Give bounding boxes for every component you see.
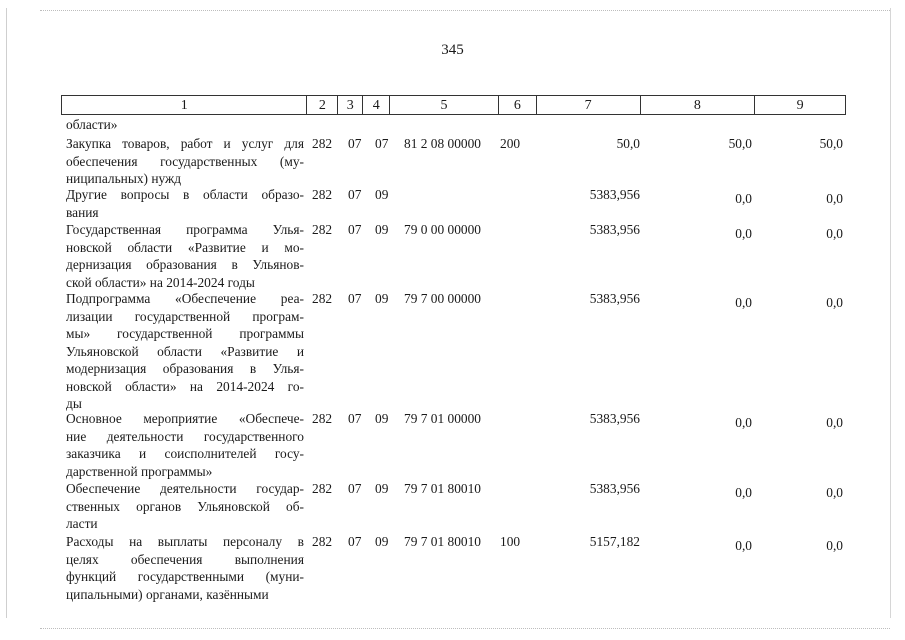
table-header	[61, 95, 846, 115]
cell-col3: 07	[348, 187, 362, 202]
cell-col8: 0,0	[735, 485, 752, 500]
description-line: заказчика и соисполнителей госу-	[66, 446, 304, 461]
cell-col8: 0,0	[735, 226, 752, 241]
cell-col3: 07	[348, 222, 362, 237]
cell-col7: 5383,956	[589, 481, 640, 496]
header-col-2: 2	[307, 96, 338, 114]
cell-col8: 0,0	[735, 538, 752, 553]
row-description	[66, 410, 304, 480]
description-line: Расходы на выплаты персоналу в	[66, 534, 304, 549]
description-line: дернизация образования в Ульянов-	[66, 257, 304, 272]
description-line: ципальными) органами, казёнными	[66, 586, 269, 602]
cell-col7: 5383,956	[589, 222, 640, 237]
cell-col2: 282	[312, 534, 333, 549]
cell-col4: 09	[375, 534, 389, 549]
cell-col8: 0,0	[735, 415, 752, 430]
cell-col9: 0,0	[826, 295, 843, 310]
row-description	[66, 290, 304, 413]
cell-col7: 5383,956	[589, 291, 640, 306]
row-description	[66, 221, 304, 291]
description-line: целях обеспечения выполнения	[66, 551, 304, 567]
cell-col9: 0,0	[826, 226, 843, 241]
header-col-3: 3	[338, 96, 363, 114]
description-line: области»	[66, 117, 118, 132]
cell-col3: 07	[348, 411, 362, 426]
cell-col6: 200	[500, 136, 521, 151]
cell-col8: 50,0	[728, 136, 752, 151]
cell-col9: 0,0	[826, 538, 843, 553]
row-description	[66, 480, 304, 533]
row-description	[66, 533, 304, 603]
cell-col3: 07	[348, 136, 362, 151]
cell-col6: 100	[500, 534, 521, 549]
description-line: ние деятельности государственного	[66, 428, 304, 444]
description-line: Другие вопросы в области образо-	[66, 187, 304, 202]
cell-col9: 50,0	[819, 136, 843, 151]
description-line: Закупка товаров, работ и услуг для	[66, 136, 304, 151]
row-description	[66, 116, 304, 134]
description-line: Подпрограмма «Обеспечение реа-	[66, 291, 304, 306]
description-line: Основное мероприятие «Обеспече-	[66, 411, 304, 426]
cell-col7: 50,0	[616, 136, 640, 151]
cell-col7: 5383,956	[589, 411, 640, 426]
cell-col3: 07	[348, 291, 362, 306]
header-col-1: 1	[62, 96, 307, 114]
cell-col2: 282	[312, 222, 333, 237]
header-col-4: 4	[363, 96, 390, 114]
description-line: новской области» на 2014-2024 го-	[66, 378, 304, 394]
cell-col2: 282	[312, 136, 333, 151]
cell-col3: 07	[348, 481, 362, 496]
description-line: ской области» на 2014-2024 годы	[66, 274, 255, 290]
cell-col5: 79 7 00 00000	[404, 291, 481, 306]
cell-col4: 07	[375, 136, 389, 151]
description-line: обеспечения государственных (му-	[66, 153, 304, 169]
description-line: ственных органов Ульяновской об-	[66, 498, 304, 514]
cell-col7: 5383,956	[589, 187, 640, 202]
cell-col9: 0,0	[826, 191, 843, 206]
cell-col9: 0,0	[826, 485, 843, 500]
cell-col5: 81 2 08 00000	[404, 136, 481, 151]
description-line: Обеспечение деятельности государ-	[66, 481, 304, 496]
cell-col2: 282	[312, 291, 333, 306]
cell-col4: 09	[375, 187, 389, 202]
description-line: Государственная программа Улья-	[66, 222, 304, 237]
cell-col8: 0,0	[735, 191, 752, 206]
cell-col3: 07	[348, 534, 362, 549]
row-description	[66, 135, 304, 188]
cell-col4: 09	[375, 222, 389, 237]
scan-artifact-top	[40, 10, 890, 12]
cell-col4: 09	[375, 411, 389, 426]
description-line: модернизация образования в Улья-	[66, 361, 304, 376]
cell-col2: 282	[312, 481, 333, 496]
description-line: мы» государственной программы	[66, 326, 304, 341]
description-line: вания	[66, 204, 99, 220]
description-line: ласти	[66, 516, 98, 531]
cell-col2: 282	[312, 411, 333, 426]
header-col-8: 8	[641, 96, 756, 114]
scan-artifact-bottom	[40, 628, 890, 630]
description-line: лизации государственной програм-	[66, 308, 304, 324]
cell-col9: 0,0	[826, 415, 843, 430]
cell-col5: 79 0 00 00000	[404, 222, 481, 237]
cell-col4: 09	[375, 291, 389, 306]
cell-col8: 0,0	[735, 295, 752, 310]
description-line: новской области «Развитие и мо-	[66, 239, 304, 255]
cell-col7: 5157,182	[589, 534, 640, 549]
header-col-7: 7	[537, 96, 641, 114]
description-line: ниципальных) нужд	[66, 171, 182, 186]
description-line: дарственной программы»	[66, 463, 213, 479]
row-description	[66, 186, 304, 221]
description-line: ды	[66, 396, 82, 411]
cell-col2: 282	[312, 187, 333, 202]
header-col-6: 6	[499, 96, 537, 114]
scan-edge-left	[6, 8, 7, 618]
page-number: 345	[441, 42, 464, 58]
header-col-5: 5	[390, 96, 499, 114]
cell-col5: 79 7 01 80010	[404, 481, 481, 496]
description-line: Ульяновской области «Развитие и	[66, 343, 304, 359]
scan-edge-right	[890, 8, 891, 618]
cell-col5: 79 7 01 00000	[404, 411, 481, 426]
cell-col5: 79 7 01 80010	[404, 534, 481, 549]
cell-col4: 09	[375, 481, 389, 496]
description-line: функций государственными (муни-	[66, 569, 304, 584]
header-col-9: 9	[796, 98, 804, 113]
